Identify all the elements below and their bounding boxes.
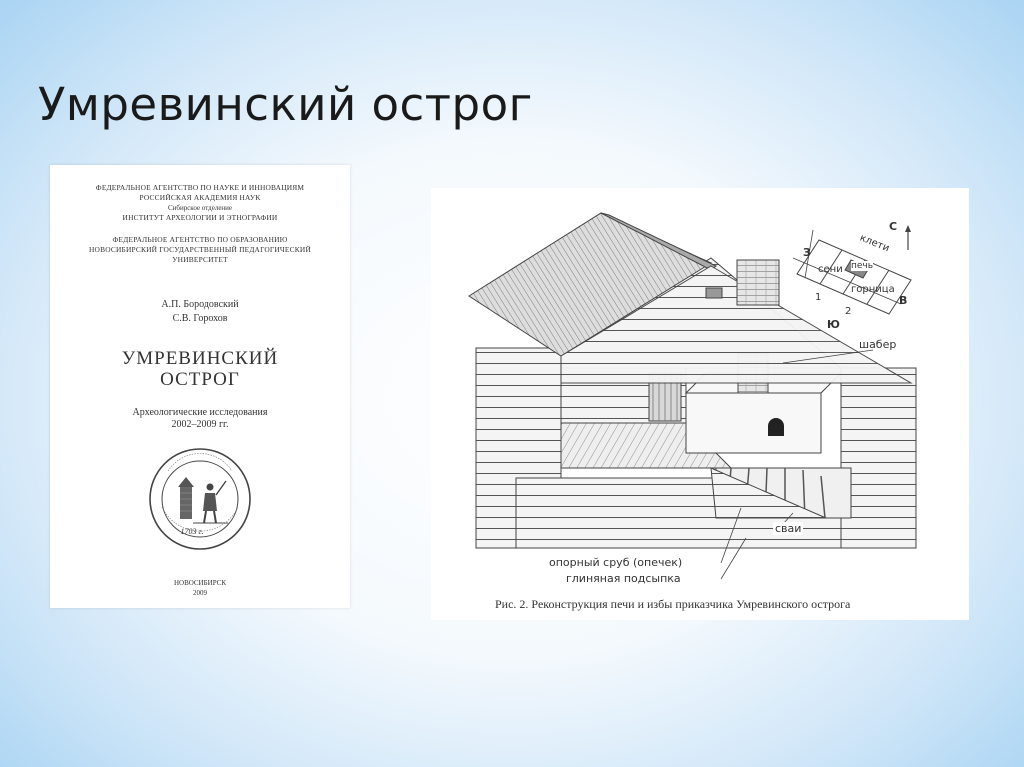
book-cover xyxy=(50,165,350,608)
house-reconstruction-figure xyxy=(431,188,969,620)
book-subtitle: Археологические исследования xyxy=(132,407,268,418)
label-svai: сваи xyxy=(775,522,802,535)
slide-title: Умревинский острог xyxy=(38,78,533,131)
label-glinyanaya: глиняная подсыпка xyxy=(566,572,681,585)
cover-author: С.В. Горохов xyxy=(172,313,228,324)
cover-header-line: НОВОСИБИРСКИЙ ГОСУДАРСТВЕННЫЙ ПЕДАГОГИЧЕСКИЙ xyxy=(89,245,311,254)
compass-south: Ю xyxy=(827,318,840,331)
compass-num-1: 1 xyxy=(815,292,822,303)
book-title: УМРЕВИНСКИЙ xyxy=(121,348,279,369)
compass-gornitsa: горница xyxy=(851,284,895,295)
cover-year: 2009 xyxy=(193,589,207,597)
emblem-year: 1703 г. xyxy=(180,527,204,536)
book-subtitle: 2002–2009 гг. xyxy=(171,419,229,430)
cover-header-line: УНИВЕРСИТЕТ xyxy=(172,255,228,264)
compass-kleti: клети xyxy=(858,232,891,255)
label-shaber: шабер xyxy=(859,338,897,351)
compass-num-2: 2 xyxy=(845,306,852,317)
book-title: ОСТРОГ xyxy=(160,369,240,390)
cover-header-line: Сибирское отделение xyxy=(167,204,233,212)
figure-caption: Рис. 2. Реконструкция печи и избы приказчика Умревинского острога xyxy=(495,597,851,611)
label-oporny: опорный сруб (опечек) xyxy=(549,556,683,569)
compass-pech: печь xyxy=(851,261,874,271)
cover-city: НОВОСИБИРСК xyxy=(173,579,227,587)
house-drawing xyxy=(431,188,969,620)
cover-header-line: ФЕДЕРАЛЬНОЕ АГЕНТСТВО ПО НАУКЕ И ИННОВАЦИЯМ xyxy=(95,183,305,192)
cover-header-line: ИНСТИТУТ АРХЕОЛОГИИ И ЭТНОГРАФИИ xyxy=(122,213,278,222)
cover-header-line: ФЕДЕРАЛЬНОЕ АГЕНТСТВО ПО ОБРАЗОВАНИЮ xyxy=(112,235,288,244)
compass-north: С xyxy=(889,220,898,233)
compass-west: З xyxy=(803,246,811,259)
cover-author: А.П. Бородовский xyxy=(161,299,239,310)
compass-east: В xyxy=(899,294,908,307)
compass-seni: сени xyxy=(818,264,843,275)
cover-header-line: РОССИЙСКАЯ АКАДЕМИЯ НАУК xyxy=(139,193,261,202)
